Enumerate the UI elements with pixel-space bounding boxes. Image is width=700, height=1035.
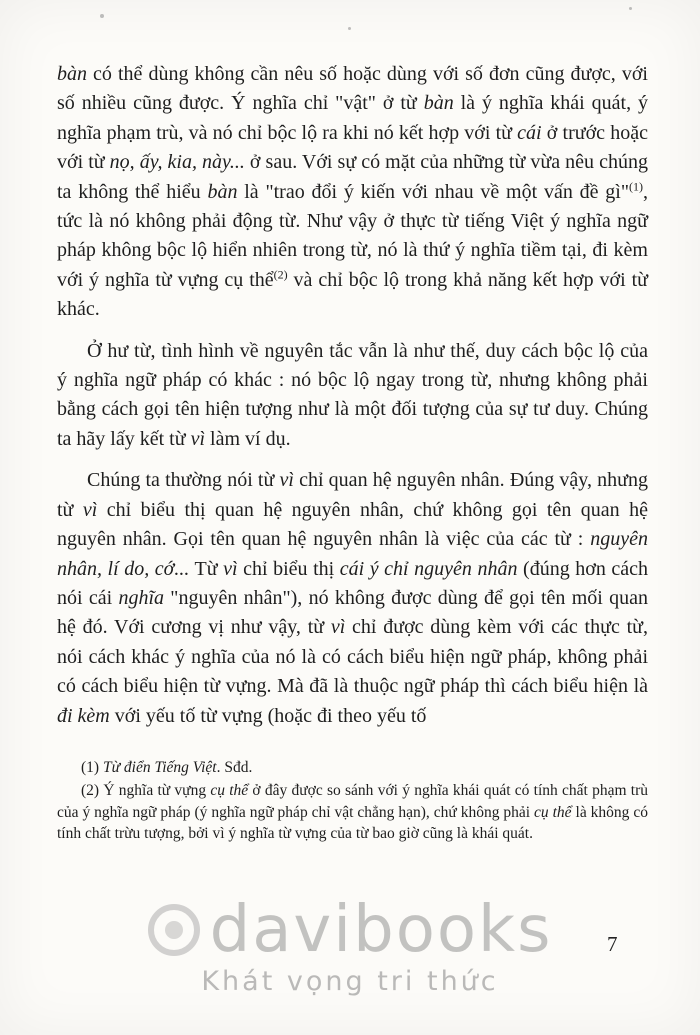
watermark-title: davibooks bbox=[209, 893, 553, 967]
scan-speck bbox=[348, 27, 351, 30]
paragraph: bàn có thể dùng không cần nêu số hoặc dùng với số đơn cũng được, với số nhiều cũng được. Ý nghĩa chỉ "vật" ở từ bàn là ý nghĩa khái quát, ý nghĩa phạm trù, và nó chỉ bộc lộ ra khi nó kết hợp với từ cái ở trước hoặc với từ nọ, ấy, kia, này... ở sau. Với sự có mặt của những từ vừa nêu chúng ta không thể hiểu bàn là "trao đổi ý kiến với nhau về một vấn đề gì"$^{(1)}$, tức là nó không phải động từ. Như vậy ở thực từ tiếng Việt ý nghĩa ngữ pháp không bộc lộ hiển nhiên trong từ, nó là thứ ý nghĩa tiềm tại, đi kèm với ý nghĩa từ vựng cụ thể$^{(2)}$ và chỉ bộc lộ trong khả năng kết hợp với từ khác. bbox=[57, 63, 648, 321]
page-number: 7 bbox=[607, 932, 618, 956]
scan-speck bbox=[629, 7, 632, 10]
davibooks-logo-icon bbox=[148, 904, 200, 956]
paragraph: Chúng ta thường nói từ vì chỉ quan hệ nguyên nhân. Đúng vậy, nhưng từ vì chỉ biểu thị quan hệ nguyên nhân, chứ không gọi tên quan hệ nguyên nhân. Gọi tên quan hệ nguyên nhân là việc của các từ : nguyên nhân, lí do, cớ... Từ vì chỉ biểu thị cái ý chỉ nguyên nhân (đúng hơn cách nói cái nghĩa "nguyên nhân"), nó không được dùng để gọi tên mối quan hệ đó. Với cương vị như vậy, từ vì chỉ được dùng kèm với các thực từ, nói cách khác ý nghĩa của nó là có cách biểu hiện ngữ pháp, không phải có cách biểu hiện từ vựng. Mà đã là thuộc ngữ pháp thì cách biểu hiện là đi kèm với yếu tố từ vựng (hoặc đi theo yếu tố bbox=[57, 469, 649, 727]
footnotes bbox=[57, 757, 648, 845]
watermark bbox=[0, 893, 700, 997]
paragraph: Ở hư từ, tình hình về nguyên tắc vẫn là như thế, duy cách bộc lộ của ý nghĩa ngữ pháp có khác : nó bộc lộ ngay trong từ, nhưng không phải bằng cách gọi tên hiện tượng như là một đối tượng của sự tư duy. Chúng ta hãy lấy kết từ vì làm ví dụ. bbox=[57, 339, 648, 450]
watermark-subtitle: Khát vọng tri thức bbox=[201, 966, 499, 997]
footnote: (1) Từ điển Tiếng Việt. Sđd. bbox=[81, 758, 253, 776]
footnote: (2) Ý nghĩa từ vựng cụ thể ở đây được so sánh với ý nghĩa khái quát có tính chất phạm trù của ý nghĩa ngữ pháp (ý nghĩa ngữ pháp chỉ vật chẳng hạn), chứ không phải cụ thể là không có tính chất trừu tượng, bởi vì ý nghĩa từ vựng của từ bao giờ cũng là khái quát. bbox=[57, 782, 648, 843]
body-text bbox=[57, 60, 648, 847]
scan-speck bbox=[100, 14, 104, 18]
